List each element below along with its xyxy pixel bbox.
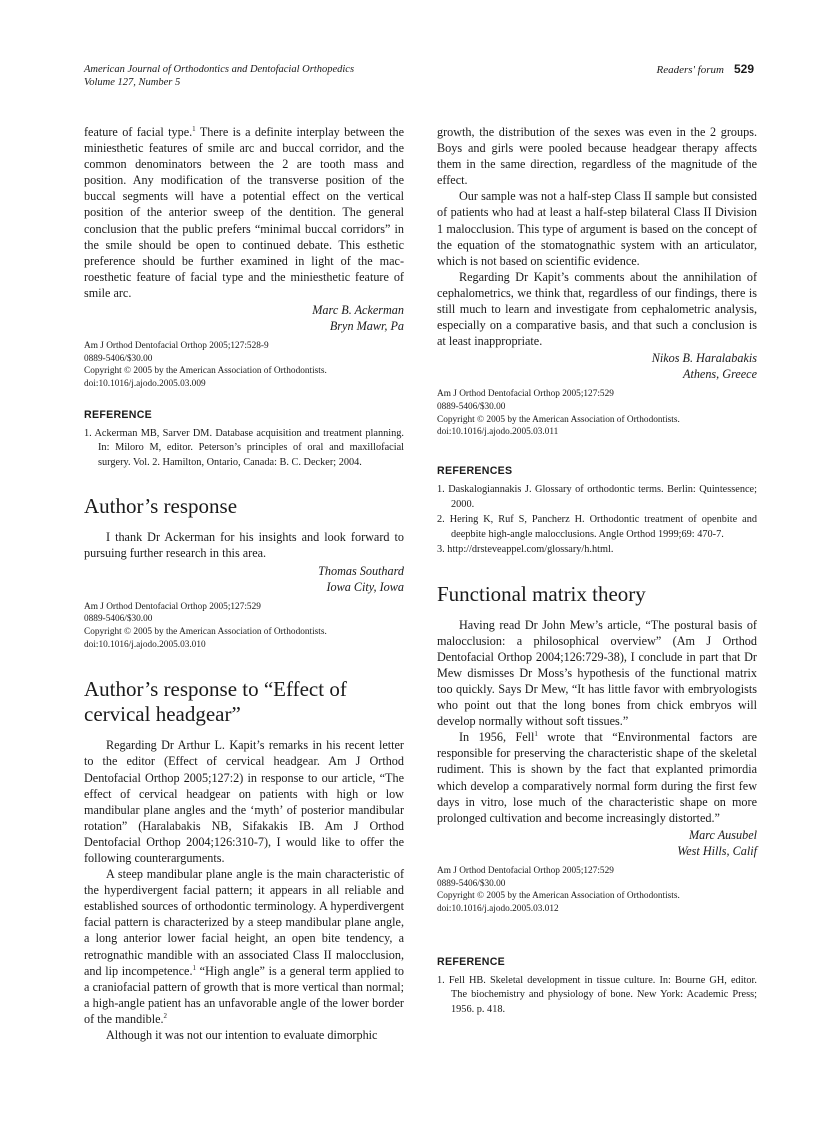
right-column <box>437 124 757 1018</box>
reference-list <box>437 483 757 558</box>
author-response-headgear-continued <box>437 124 757 558</box>
issn-line: 0889-5406/$30.00 <box>437 878 506 889</box>
signature <box>84 302 404 334</box>
section-title: Author’s response <box>84 494 238 519</box>
reference-item: 1. Fell HB. Skeletal development in tissue culture. In: Bourne GH, editor. The biochemistry and physiology of bone. New York: Academic Press; 1956. p. 418. <box>437 974 757 1015</box>
section-title: Author’s response to “Effect of cervical headgear” <box>84 677 347 727</box>
reference-list <box>84 427 404 471</box>
body-paragraph: Although it was not our intention to evaluate dimorphic <box>106 1028 378 1043</box>
journal-title: American Journal of Orthodontics and Dentofacial Orthopedics <box>84 64 355 75</box>
body-paragraph: Our sample was not a half-step Class II sample but consisted of patients who had at least a half-step bilateral Class II Division 1 malocclusion. This type of argument is based on the concept of the equation of the stomatognathic system with an articulator, which is not based on scientific evidence. <box>437 189 757 268</box>
citation-superscript: 1 <box>192 125 196 133</box>
journal-info <box>84 63 354 89</box>
author-name: Marc Ausubel <box>688 827 757 842</box>
reference-item: 1. Ackerman MB, Sarver DM. Database acquisition and treatment planning. In: Miloro M, editor. Peterson’s principles of oral and maxillofacial surgery. Vol. 2. Hamilton, Ontario, Canada: B. C. Decker; 2004. <box>84 427 404 468</box>
author-name: Nikos B. Haralabakis <box>651 351 757 366</box>
citation-superscript: 1 <box>534 730 538 739</box>
reference-heading: REFERENCE <box>84 408 153 421</box>
issn-line: 0889-5406/$30.00 <box>437 402 506 413</box>
journal-volume: Volume 127, Number 5 <box>84 77 181 88</box>
reference-item: 2. Hering K, Ruf S, Pancherz H. Orthodontic treatment of openbite and deepbite high-angle malocclusions. Angle Orthod 1999;69: 470-7. <box>437 514 757 540</box>
reference-item: 3. http://drsteveappel.com/glossary/h.html. <box>437 544 614 556</box>
section-title: Functional matrix theory <box>437 581 646 606</box>
body-paragraph: In 1956, Fell$^1$ wrote that “Environmental factors are responsible for preserving the characteristic shape of the skeletal rudiment. This is shown by the fact that explanted primordia which develop a comparatively normal form during the first few days in vitro, lose much of the characteristic shape on more prolonged cultivation and become increasingly distorted.” <box>437 730 757 825</box>
author-location: Athens, Greece <box>683 367 757 382</box>
citation-line: Am J Orthod Dentofacial Orthop 2005;127:529 <box>437 389 614 400</box>
letter-ackerman <box>84 124 404 470</box>
citation-superscript: 2 <box>163 1011 168 1020</box>
author-name: Marc B. Ackerman <box>312 303 404 318</box>
section-name: Readers' forum <box>656 64 724 76</box>
doi-line: doi:10.1016/j.ajodo.2005.03.010 <box>84 639 206 650</box>
citation-line: Am J Orthod Dentofacial Orthop 2005;127:529 <box>437 865 614 876</box>
page-number: 529 <box>733 62 754 76</box>
signature <box>84 563 404 595</box>
copyright-line: Copyright © 2005 by the American Association of Orthodontists. <box>84 366 327 377</box>
section-info <box>657 63 754 77</box>
body-paragraph: A steep mandibular plane angle is the main characteristic of the hyperdivergent facial pattern; it appears in all reliable and established sources of orthodontic terminology. A hyperdivergent facial pattern is characterized by a steep mandibular plane angle, a long anterior lower facial height, an open bite tendency, a retrognathic mandible with an associated Class II malocclusion, and lip incompetence.$^1$ “High angle” is a general term applied to a craniofacial pattern of growth that is more vertical than normal; a high-angle patient has an unfavorable angle of the lower border of the mandible.$^2$ <box>84 867 404 1026</box>
issn-line: 0889-5406/$30.00 <box>84 614 153 625</box>
doi-line: doi:10.1016/j.ajodo.2005.03.012 <box>437 903 559 914</box>
signature <box>437 827 757 859</box>
citation-superscript: 1 <box>192 963 197 972</box>
author-location: Iowa City, Iowa <box>326 579 404 594</box>
article-metadata <box>84 601 404 652</box>
citation-line: Am J Orthod Dentofacial Orthop 2005;127:528-9 <box>84 341 269 352</box>
letter-functional-matrix <box>437 582 757 1018</box>
reference-heading: REFERENCE <box>437 955 506 968</box>
left-column <box>84 124 404 1043</box>
citation-line: Am J Orthod Dentofacial Orthop 2005;127:529 <box>84 601 261 612</box>
doi-line: doi:10.1016/j.ajodo.2005.03.011 <box>437 427 559 438</box>
reference-list <box>437 974 757 1018</box>
copyright-line: Copyright © 2005 by the American Association of Orthodontists. <box>84 626 327 637</box>
body-paragraph: Regarding Dr Kapit’s comments about the annihilation of cephalometrics, we think that, regardless of our findings, there is still much to learn and investigate from cephalometric analysis, especially on a comparative basis, and that such a conclusion is at least inappropriate. <box>437 269 757 349</box>
running-header <box>84 63 754 93</box>
author-response-southard <box>84 494 404 651</box>
article-metadata <box>437 865 757 916</box>
author-response-headgear <box>84 677 404 1043</box>
doi-line: doi:10.1016/j.ajodo.2005.03.009 <box>84 379 206 390</box>
author-location: West Hills, Calif <box>677 843 757 858</box>
body-paragraph: Having read Dr John Mew’s article, “The postural basis of malocclusion: a philosophical overview” (Am J Orthod Dentofacial Orthop 2004;126:729-38), I conclude in part that Dr Mew dismisses Dr Moss’s hypothesis of the functional matrix too quickly. Says Dr Mew, “It has little favor with embryologists who point out that the long bones from chick embryos will develop normally without soft tissues.” <box>437 617 757 729</box>
copyright-line: Copyright © 2005 by the American Association of Orthodontists. <box>437 891 680 902</box>
body-paragraph: I thank Dr Ackerman for his insights and look forward to pursuing further research in this area. <box>84 530 404 561</box>
issn-line: 0889-5406/$30.00 <box>84 353 153 364</box>
reference-item: 1. Daskalogiannakis J. Glossary of orthodontic terms. Berlin: Quintessence; 2000. <box>437 484 757 510</box>
copyright-line: Copyright © 2005 by the American Association of Orthodontists. <box>437 414 680 425</box>
body-paragraph: feature of facial type.$^1$ There is a definite interplay between the miniesthetic features of smile arc and buccal corridor, and the common denominators between the 2 are tooth mass and position. Any modification of the transverse position of the buccal segments will have a potential effect on the vertical position of the anterior sweep of the dentition. The general conclusion that the public prefers “minimal buccal corridors” in the smile should be open to continued debate. This esthetic preference should be further examined in light of the macroesthetic feature of facial type and the miniesthetic feature of smile arc. <box>84 125 404 300</box>
author-name: Thomas Southard <box>318 563 404 578</box>
article-metadata <box>437 388 757 439</box>
author-location: Bryn Mawr, Pa <box>329 319 404 334</box>
body-paragraph: Regarding Dr Arthur L. Kapit’s remarks in his recent letter to the editor (Effect of cervical headgear. Am J Orthod Dentofacial Orthop 2005;127:2) in response to our article, “The effect of cervical headgear on patients with high or low mandibular plane angles and the ‘myth’ of posterior mandibular rotation” (Haralabakis NB, Sifakakis IB. Am J Orthod Dentofacial Orthop 2004;126:310-7), I would like to offer the following counterarguments. <box>84 738 404 865</box>
signature <box>437 350 757 382</box>
reference-heading: REFERENCES <box>437 465 513 478</box>
article-metadata <box>84 340 404 391</box>
body-paragraph: growth, the distribution of the sexes was even in the 2 groups. Boys and girls were pooled because headgear therapy affects them in the same direction, regardless of the magnitude of the effect. <box>437 125 757 188</box>
